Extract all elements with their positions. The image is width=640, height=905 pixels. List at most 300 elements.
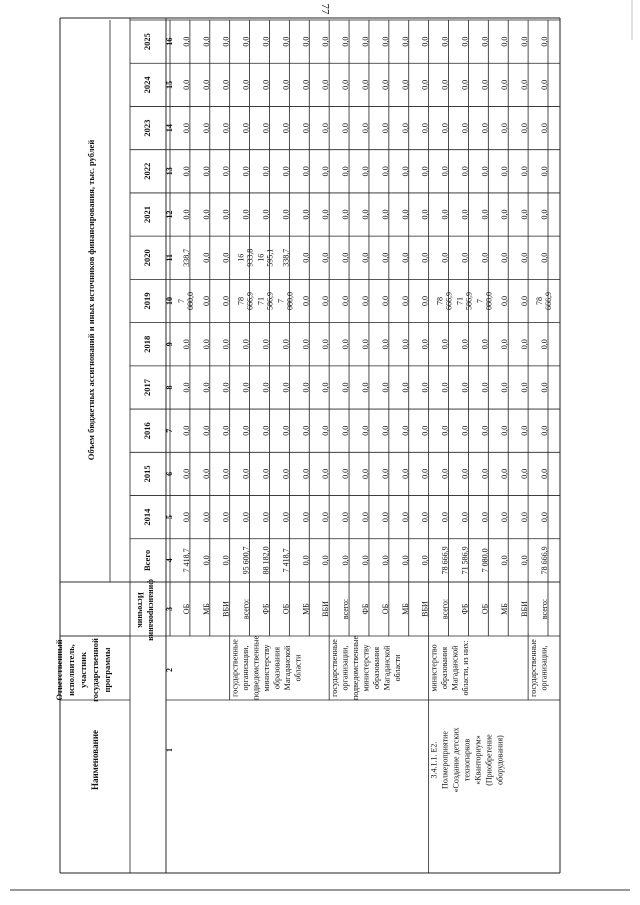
row-total: 0,0 <box>420 555 430 566</box>
row-value: 0,0 <box>500 339 510 350</box>
row-value: 0,0 <box>221 166 231 177</box>
row-value: 0,0 <box>440 36 450 47</box>
header-source: финансирования <box>147 579 156 641</box>
row-value: 0,0 <box>440 252 450 263</box>
row-value: 0,0 <box>400 382 410 393</box>
row-value: 0,0 <box>460 468 470 479</box>
row-value: 0,0 <box>520 123 530 134</box>
row-value: 0,0 <box>520 166 530 177</box>
row-value: 0,0 <box>380 209 390 220</box>
row-source: ОБ <box>480 603 490 615</box>
row-value: 0,0 <box>181 123 191 134</box>
row-total: 78 666,9 <box>540 546 550 575</box>
responsible-text: области <box>393 654 403 682</box>
row-value: 0,0 <box>380 382 390 393</box>
row-value: 0,0 <box>281 339 291 350</box>
row-value: 0,0 <box>341 36 351 47</box>
row-value: 0,0 <box>360 252 370 263</box>
row-value: 0,0 <box>181 209 191 220</box>
row-value-cont: 586,9 <box>265 292 275 310</box>
row-value: 0,0 <box>500 252 510 263</box>
row-value: 0,0 <box>420 209 430 220</box>
row-value: 0,0 <box>321 252 331 263</box>
colnum: 9 <box>165 342 174 347</box>
row-value: 0,0 <box>281 425 291 436</box>
row-value: 0,0 <box>181 425 191 436</box>
row-value-cont: 666,9 <box>245 292 255 310</box>
row-value: 0,0 <box>301 296 311 306</box>
row-value: 0,0 <box>380 296 390 306</box>
responsible-text: области <box>293 654 303 682</box>
row-total: 0,0 <box>360 555 370 566</box>
responsible-text: организации, <box>340 645 350 691</box>
row-value: 0,0 <box>480 209 490 220</box>
row-value: 0,0 <box>321 123 331 134</box>
row-value: 0,0 <box>321 36 331 47</box>
row-value: 0,0 <box>281 36 291 47</box>
row-value: 0,0 <box>221 209 231 220</box>
row-value: 0,0 <box>380 512 390 523</box>
row-value: 0,0 <box>420 382 430 393</box>
responsible-text: государственные <box>330 639 340 697</box>
responsible-text: организации, <box>539 645 549 691</box>
row-value: 0,0 <box>460 36 470 47</box>
row-value-cont: 595,1 <box>265 248 275 267</box>
row-total: 0,0 <box>400 555 410 566</box>
row-value: 0,0 <box>221 123 231 134</box>
row-value: 0,0 <box>500 512 510 523</box>
name-text: технопарков <box>462 738 472 782</box>
row-value: 0,0 <box>380 79 390 90</box>
row-value: 0,0 <box>380 36 390 47</box>
colnum: 1 <box>165 748 174 752</box>
name-text: оборудования) <box>495 735 505 785</box>
row-value: 0,0 <box>420 296 430 306</box>
row-value: 0,0 <box>261 382 271 393</box>
row-value: 0,0 <box>400 512 410 523</box>
row-value: 0,0 <box>301 166 311 177</box>
responsible-text: подведомственные <box>351 635 361 701</box>
row-source: МБ <box>301 603 311 615</box>
row-value: 0,0 <box>360 339 370 350</box>
row-value: 0,0 <box>500 79 510 90</box>
row-value: 0,0 <box>520 425 530 436</box>
row-value: 0,0 <box>480 382 490 393</box>
row-value: 0,0 <box>201 209 211 220</box>
row-value: 0,0 <box>341 79 351 90</box>
row-value: 0,0 <box>201 382 211 393</box>
header-total: Всего <box>142 549 152 571</box>
row-value: 0,0 <box>341 296 351 306</box>
row-value: 78 <box>535 297 545 305</box>
row-value: 0,0 <box>540 123 550 134</box>
row-value: 0,0 <box>540 166 550 177</box>
row-value-cont: 586,9 <box>464 292 474 310</box>
row-value: 7 <box>176 299 186 303</box>
colnum: 10 <box>165 297 174 305</box>
row-source: ВБИ <box>321 601 331 617</box>
row-value: 0,0 <box>480 468 490 479</box>
row-value: 0,0 <box>460 209 470 220</box>
row-value: 0,0 <box>400 425 410 436</box>
row-value-cont: 080,0 <box>484 292 494 310</box>
responsible-text: Магаданской <box>283 645 293 691</box>
row-value: 0,0 <box>301 252 311 263</box>
row-value: 0,0 <box>500 166 510 177</box>
row-value: 0,0 <box>201 252 211 263</box>
row-value: 0,0 <box>440 339 450 350</box>
row-value: 0,0 <box>201 123 211 134</box>
row-value: 0,0 <box>301 382 311 393</box>
row-value: 0,0 <box>201 425 211 436</box>
row-value: 0,0 <box>440 166 450 177</box>
row-value: 338,7 <box>281 248 291 267</box>
row-value: 0,0 <box>380 166 390 177</box>
row-value: 0,0 <box>480 36 490 47</box>
row-value: 0,0 <box>181 79 191 90</box>
row-value: 0,0 <box>241 79 251 90</box>
row-value: 0,0 <box>201 79 211 90</box>
row-value: 0,0 <box>181 512 191 523</box>
row-total: 0,0 <box>201 555 211 566</box>
row-value: 0,0 <box>440 468 450 479</box>
row-value: 0,0 <box>301 468 311 479</box>
row-value: 0,0 <box>241 166 251 177</box>
row-value: 0,0 <box>341 425 351 436</box>
colnum: 13 <box>165 167 174 176</box>
row-value: 0,0 <box>460 166 470 177</box>
row-value: 0,0 <box>380 339 390 350</box>
row-value: 0,0 <box>460 339 470 350</box>
row-value: 0,0 <box>341 166 351 177</box>
row-value: 0,0 <box>440 382 450 393</box>
row-value: 0,0 <box>341 252 351 263</box>
row-value: 0,0 <box>500 123 510 134</box>
row-source: ОБ <box>181 603 191 615</box>
row-value: 0,0 <box>241 425 251 436</box>
row-value: 0,0 <box>261 209 271 220</box>
row-value: 0,0 <box>360 425 370 436</box>
row-value: 0,0 <box>480 512 490 523</box>
row-value: 0,0 <box>221 296 231 306</box>
row-source: МБ <box>400 603 410 615</box>
row-value: 0,0 <box>460 425 470 436</box>
row-value: 0,0 <box>360 468 370 479</box>
header-responsible: Ответственный <box>54 639 64 701</box>
row-value: 0,0 <box>261 36 271 47</box>
row-value: 0,0 <box>181 468 191 479</box>
row-value: 0,0 <box>261 512 271 523</box>
row-value: 0,0 <box>520 252 530 263</box>
row-value: 0,0 <box>480 339 490 350</box>
row-value: 0,0 <box>420 123 430 134</box>
row-source: ВБИ <box>420 601 430 617</box>
row-value: 0,0 <box>181 166 191 177</box>
row-value: 78 <box>236 297 246 305</box>
row-value: 0,0 <box>440 512 450 523</box>
row-value: 0,0 <box>261 468 271 479</box>
row-value: 78 <box>435 297 445 305</box>
responsible-text: министерство <box>429 644 439 692</box>
row-value: 0,0 <box>520 79 530 90</box>
row-source: ВБИ <box>520 601 530 617</box>
colnum: 14 <box>165 124 174 133</box>
row-value: 0,0 <box>321 425 331 436</box>
header-year-2020: 2020 <box>142 249 152 267</box>
row-source: ОБ <box>281 603 291 615</box>
row-value: 0,0 <box>221 468 231 479</box>
row-value: 0,0 <box>221 425 231 436</box>
row-value: 0,0 <box>301 512 311 523</box>
row-value: 0,0 <box>341 209 351 220</box>
row-value: 0,0 <box>201 296 211 306</box>
row-value: 0,0 <box>321 512 331 523</box>
header-responsible: исполнитель, <box>66 644 76 696</box>
name-text: «Создание детских <box>451 727 461 793</box>
row-total: 0,0 <box>500 555 510 566</box>
row-value: 0,0 <box>321 209 331 220</box>
row-value: 0,0 <box>380 425 390 436</box>
row-value: 71 <box>455 297 465 305</box>
row-total: 0,0 <box>341 555 351 566</box>
colnum: 7 <box>165 428 174 433</box>
row-value: 0,0 <box>540 209 550 220</box>
row-value: 0,0 <box>301 339 311 350</box>
row-source: МБ <box>500 603 510 615</box>
row-value: 0,0 <box>440 425 450 436</box>
colnum: 8 <box>165 385 174 390</box>
row-value: 0,0 <box>500 382 510 393</box>
row-value: 0,0 <box>500 36 510 47</box>
row-value: 0,0 <box>400 79 410 90</box>
row-value: 0,0 <box>261 79 271 90</box>
row-value: 0,0 <box>460 512 470 523</box>
row-value: 0,0 <box>540 36 550 47</box>
row-value: 0,0 <box>221 252 231 263</box>
header-year-2023: 2023 <box>142 119 152 137</box>
row-value: 0,0 <box>360 123 370 134</box>
row-value: 0,0 <box>221 79 231 90</box>
row-value: 0,0 <box>241 123 251 134</box>
row-value: 0,0 <box>201 166 211 177</box>
row-total: 0,0 <box>321 555 331 566</box>
row-value: 0,0 <box>400 166 410 177</box>
row-value: 0,0 <box>241 512 251 523</box>
row-value: 0,0 <box>380 468 390 479</box>
row-value: 0,0 <box>321 382 331 393</box>
row-value: 0,0 <box>540 468 550 479</box>
row-value: 0,0 <box>460 382 470 393</box>
row-value: 0,0 <box>281 382 291 393</box>
row-value: 0,0 <box>440 79 450 90</box>
row-total: 7 418,7 <box>181 548 191 573</box>
row-value: 0,0 <box>321 296 331 306</box>
row-value-cont: 666,9 <box>444 292 454 310</box>
header-responsible: программы <box>102 647 112 693</box>
row-source: ФБ <box>261 603 271 615</box>
row-value: 0,0 <box>400 123 410 134</box>
row-value: 0,0 <box>520 339 530 350</box>
row-value: 0,0 <box>321 468 331 479</box>
row-value: 7 <box>276 299 286 303</box>
header-year-2025: 2025 <box>142 33 152 51</box>
row-value: 0,0 <box>400 209 410 220</box>
header-name: Наименование <box>90 730 100 790</box>
header-year-2015: 2015 <box>142 465 152 483</box>
row-value: 0,0 <box>281 79 291 90</box>
row-value: 0,0 <box>520 468 530 479</box>
row-total: 88 182,0 <box>261 546 271 575</box>
row-value: 0,0 <box>321 339 331 350</box>
colnum: 4 <box>165 558 174 563</box>
row-value: 0,0 <box>440 209 450 220</box>
row-value: 0,0 <box>341 382 351 393</box>
row-source: всего: <box>241 598 251 620</box>
row-value: 0,0 <box>400 468 410 479</box>
row-value: 0,0 <box>500 296 510 306</box>
row-value: 0,0 <box>520 209 530 220</box>
responsible-text: министерству <box>361 644 371 692</box>
row-value: 0,0 <box>420 512 430 523</box>
colnum: 6 <box>165 471 174 476</box>
row-value: 0,0 <box>360 296 370 306</box>
colnum: 11 <box>165 253 174 262</box>
header-year-2021: 2021 <box>142 206 152 224</box>
row-value: 0,0 <box>301 209 311 220</box>
row-total: 78 666,9 <box>440 546 450 575</box>
row-source: всего: <box>440 598 450 620</box>
row-value: 0,0 <box>380 123 390 134</box>
row-value: 0,0 <box>201 468 211 479</box>
row-value: 0,0 <box>341 339 351 350</box>
row-value: 0,0 <box>400 339 410 350</box>
row-value: 0,0 <box>400 36 410 47</box>
row-value: 0,0 <box>520 296 530 306</box>
row-value: 338,7 <box>181 248 191 267</box>
responsible-text: государственные <box>529 639 539 697</box>
row-value: 0,0 <box>480 425 490 436</box>
row-value: 0,0 <box>540 252 550 263</box>
header-responsible: государственной <box>90 638 100 702</box>
row-value: 0,0 <box>460 79 470 90</box>
row-value: 0,0 <box>440 123 450 134</box>
row-value: 0,0 <box>201 512 211 523</box>
name-text: Полмероприятие <box>440 731 450 789</box>
row-value: 0,0 <box>241 468 251 479</box>
row-value: 0,0 <box>281 468 291 479</box>
row-value: 16 <box>256 253 266 262</box>
row-value: 0,0 <box>341 123 351 134</box>
row-source: МБ <box>201 603 211 615</box>
row-value: 0,0 <box>380 252 390 263</box>
row-value: 0,0 <box>281 123 291 134</box>
header-year-2016: 2016 <box>142 422 152 440</box>
row-value: 0,0 <box>201 339 211 350</box>
row-value: 0,0 <box>301 36 311 47</box>
row-value: 0,0 <box>281 512 291 523</box>
responsible-text: министерству <box>262 644 272 692</box>
row-value: 71 <box>256 297 266 305</box>
row-total: 7 080,0 <box>480 548 490 573</box>
row-value: 0,0 <box>221 512 231 523</box>
row-value: 0,0 <box>540 79 550 90</box>
header-year-2019: 2019 <box>142 292 152 310</box>
row-value: 0,0 <box>241 382 251 393</box>
row-value: 0,0 <box>540 382 550 393</box>
row-value: 0,0 <box>520 512 530 523</box>
row-value: 7 <box>475 299 485 303</box>
row-value-cont: 080,0 <box>285 292 295 310</box>
row-value: 0,0 <box>181 382 191 393</box>
row-value: 16 <box>236 253 246 262</box>
responsible-text: области, из них: <box>461 640 471 696</box>
row-total: 0,0 <box>520 555 530 566</box>
responsible-text: государственные <box>230 639 240 697</box>
row-total: 0,0 <box>380 555 390 566</box>
row-value: 0,0 <box>301 425 311 436</box>
row-value: 0,0 <box>341 468 351 479</box>
header-responsible: участник <box>78 652 88 688</box>
header-year-2024: 2024 <box>142 76 152 94</box>
row-source: ФБ <box>460 603 470 615</box>
row-value: 0,0 <box>500 209 510 220</box>
responsible-text: образования <box>372 646 382 690</box>
row-value: 0,0 <box>420 252 430 263</box>
row-source: всего: <box>540 598 550 620</box>
row-value: 0,0 <box>321 79 331 90</box>
row-value: 0,0 <box>321 166 331 177</box>
row-value: 0,0 <box>221 36 231 47</box>
header-year-2017: 2017 <box>142 378 152 396</box>
row-value: 0,0 <box>420 468 430 479</box>
page-number: 77 <box>319 3 331 15</box>
colnum: 5 <box>165 515 174 520</box>
header-year-2022: 2022 <box>142 162 152 180</box>
row-source: ОБ <box>380 603 390 615</box>
row-value: 0,0 <box>241 36 251 47</box>
row-value: 0,0 <box>360 79 370 90</box>
row-value: 0,0 <box>261 339 271 350</box>
row-value: 0,0 <box>261 425 271 436</box>
row-value: 0,0 <box>520 382 530 393</box>
row-total: 0,0 <box>221 555 231 566</box>
row-source: ВБИ <box>221 601 231 617</box>
row-value: 0,0 <box>241 209 251 220</box>
row-value: 0,0 <box>420 339 430 350</box>
name-text: 3.4.1.1. Е2. <box>429 741 439 779</box>
row-value: 0,0 <box>480 123 490 134</box>
header-year-2018: 2018 <box>142 335 152 353</box>
row-source: ФБ <box>360 603 370 615</box>
row-value: 0,0 <box>460 252 470 263</box>
header-year-2014: 2014 <box>142 508 152 526</box>
responsible-text: Магаданской <box>382 645 392 691</box>
row-value: 0,0 <box>360 512 370 523</box>
responsible-text: организации, <box>241 645 251 691</box>
row-total: 71 586,9 <box>460 546 470 575</box>
row-value: 0,0 <box>480 252 490 263</box>
row-value: 0,0 <box>281 209 291 220</box>
row-value: 0,0 <box>520 36 530 47</box>
row-value: 0,0 <box>201 36 211 47</box>
row-value-cont: 933,8 <box>245 248 255 267</box>
row-value: 0,0 <box>301 123 311 134</box>
name-text: «Кванториум» <box>473 735 483 785</box>
colnum: 15 <box>165 80 174 89</box>
row-value: 0,0 <box>301 79 311 90</box>
row-value: 0,0 <box>500 468 510 479</box>
row-value-cont: 666,9 <box>544 292 554 310</box>
